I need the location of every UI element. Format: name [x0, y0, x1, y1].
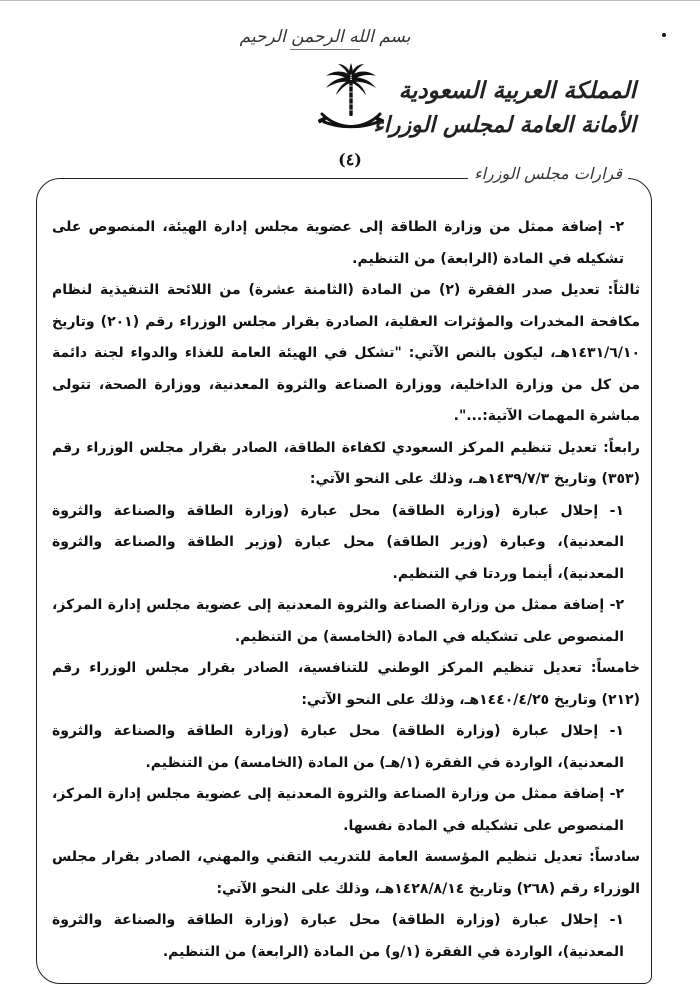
paragraph-third: ثالثاً: تعديل صدر الفقرة (٢) من المادة (الثامنة عشرة) من اللائحة التنفيذية لنظام مكافحة المخدرات والمؤثرات العقلية، الصادرة بقرار مجلس الوزراء رقم (٢٠١) وتاريخ ١٤٣١/٦/١٠هـ، ليكون بالنص الآتي: "تشكل في الهيئة العامة للغذاء والدواء لجنة دائمة من كل من وزارة الداخلية، ووزارة الصناعة والثروة المعدنية، ووزارة الصحة، تتولى مباشرة المهمات الآتية:...". — [52, 282, 640, 424]
org-name-line1: المملكة العربية السعودية — [398, 77, 636, 104]
page-number: (٤) — [338, 150, 362, 169]
page-top-edge — [0, 0, 700, 1]
paragraph-item-2: ٢- إضافة ممثل من وزارة الطاقة إلى عضوية مجلس إدارة الهيئة، المنصوص على تشكيله في المادة (الرابعة) من التنظيم. — [52, 219, 624, 267]
paragraph-sixth: سادساً: تعديل تنظيم المؤسسة العامة للتدريب التقني والمهني، الصادر بقرار مجلس الوزراء رقم (٢٦٨) وتاريخ ١٤٢٨/٨/١٤هـ، وذلك على النحو الآتي: — [52, 849, 640, 897]
paragraph-fifth-item-2: ٢- إضافة ممثل من وزارة الصناعة والثروة المعدنية إلى عضوية مجلس إدارة المركز، المنصوص على تشكيله في المادة نفسها. — [52, 786, 624, 834]
paragraph-fourth-item-2: ٢- إضافة ممثل من وزارة الصناعة والثروة المعدنية إلى عضوية مجلس إدارة المركز، المنصوص على تشكيله في المادة (الخامسة) من التنظيم. — [52, 597, 624, 645]
paragraph-sixth-item-1: ١- إحلال عبارة (وزارة الطاقة) محل عبارة (وزارة الطاقة والصناعة والثروة المعدنية)، الواردة في الفقرة (١/و) من المادة (الرابعة) من التنظيم. — [52, 912, 624, 960]
paragraph-fourth-item-1: ١- إحلال عبارة (وزارة الطاقة) محل عبارة (وزارة الطاقة والصناعة والثروة المعدنية)، وعبارة (وزير الطاقة) محل عبارة (وزير الطاقة والصناعة والثروة المعدنية)، أينما وردتا في التنظيم. — [52, 502, 624, 582]
basmala-text: بسم الله الرحمن الرحيم — [239, 27, 411, 47]
decision-body — [52, 212, 640, 968]
paragraph-fifth: خامساً: تعديل تنظيم المركز الوطني للتنافسية، الصادر بقرار مجلس الوزراء رقم (٢١٢) وتاريخ ١٤٤٠/٤/٢٥هـ، وذلك على النحو الآتي: — [52, 660, 640, 708]
paragraph-fourth: رابعاً: تعديل تنظيم المركز السعودي لكفاءة الطاقة، الصادر بقرار مجلس الوزراء رقم (٣٥٣) وتاريخ ١٤٣٩/٧/٣هـ، وذلك على النحو الآتي: — [52, 439, 640, 487]
organization-header — [373, 74, 636, 142]
basmala — [0, 27, 650, 50]
page-dot-mark — [662, 33, 666, 37]
section-label: قرارات مجلس الوزراء — [468, 164, 628, 183]
paragraph-fifth-item-1: ١- إحلال عبارة (وزارة الطاقة) محل عبارة (وزارة الطاقة والصناعة والثروة المعدنية)، الواردة في الفقرة (١/هـ) من المادة (الخامسة) من التنظيم. — [52, 723, 624, 771]
basmala-underline — [290, 49, 360, 50]
org-name-line2: الأمانة العامة لمجلس الوزراء — [373, 112, 636, 138]
